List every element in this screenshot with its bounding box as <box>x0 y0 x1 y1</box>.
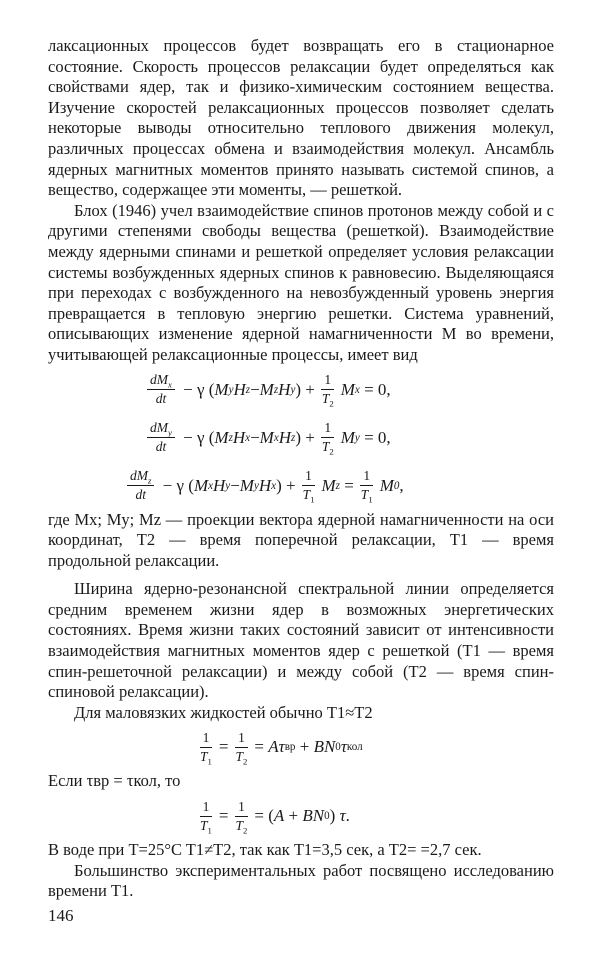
paragraph-2: Блох (1946) учел взаимодействие спинов протонов между собой и с другими степенями свободы вещества (решеткой). Взаимодействие между ядерными спинами и решеткой определяет условия релаксации системы возбужденных ядерных спинов к равновесию. Выделяющаяся при переходах с возбужденного на невозбужденный уровень энергия превращается в тепловую энергию решетки. Система уравнений, описывающих изменение ядерной намагниченности M во времени, учитывающей релаксационные процессы, имеет вид <box>48 200 554 364</box>
paragraph-6: Если τвр = τкол, то <box>48 771 181 791</box>
page-number: 146 <box>48 906 74 925</box>
equation-5 <box>48 792 554 840</box>
page-body <box>48 36 554 902</box>
equation-3 <box>48 462 554 510</box>
equation-4 <box>48 723 554 771</box>
paragraph-5: Для маловязких жидкостей обычно T1≈T2 <box>74 702 373 722</box>
paragraph-4: Ширина ядерно-резонансной спектральной линии определяется средним временем жизни ядер в возможных энергетических состояниях. Время жизни таких состояний зависит от интенсивности взаимодействия магнитных моментов ядер с решеткой (T1 — время спин-решеточной релаксации) и между собой (T2 — время спин-спиновой релаксации). <box>48 579 554 702</box>
equation-5-render: $\frac{1}{T_1}$ = $\frac{1}{T_2}$ = ( A + BN 0 ) τ . <box>200 798 350 836</box>
paragraph-8: Большинство экспериментальных работ посвящено исследованию времени T1. <box>48 860 554 901</box>
paragraph-3: где Mx; My; Mz — проекции вектора ядерной намагниченности на оси координат, T2 — время поперечной релаксации, T1 — время продольной релаксации. <box>48 509 554 570</box>
equation-1-render: $\frac{dM_x}{dt}$ − γ ( M y H z − M z H y ) + $\frac{1}{T_2}$ M x = 0, <box>143 366 391 414</box>
paragraph-7: В воде при T=25°C T1≠T2, так как T1=3,5 сек, а T2= =2,7 сек. <box>48 840 482 860</box>
equation-3-render: $\frac{dM_z}{dt}$ − γ ( M x H y − M y H x ) + $\frac{1}{T_1}$ M z = $\frac{1}{T_1}$ M 0 , <box>123 462 404 510</box>
equation-2 <box>48 414 554 462</box>
equation-1 <box>48 366 554 414</box>
paragraph-1: лаксационных процессов будет возвращать его в стационарное состояние. Скорость процессов релаксации будет определяться как свойствами ядер, так и физико-химическим состоянием вещества. Изучение скоростей релаксационных процессов позволяет сделать некоторые выводы относительно теплового движения молекул, различных процессах обмена и взаимодействия молекул. Ансамбль ядерных магнитных моментов принято называть системой спинов, а вещество, содержащее эти моменты, — решеткой. <box>48 36 554 200</box>
equation-4-render: $\frac{1}{T_1}$ = $\frac{1}{T_2}$ = Aτ вр + BN 0 τ кол <box>200 729 363 767</box>
equation-2-render: $\frac{dM_y}{dt}$ − γ ( M z H x − M x H z ) + $\frac{1}{T_2}$ M y = 0, <box>143 414 391 462</box>
